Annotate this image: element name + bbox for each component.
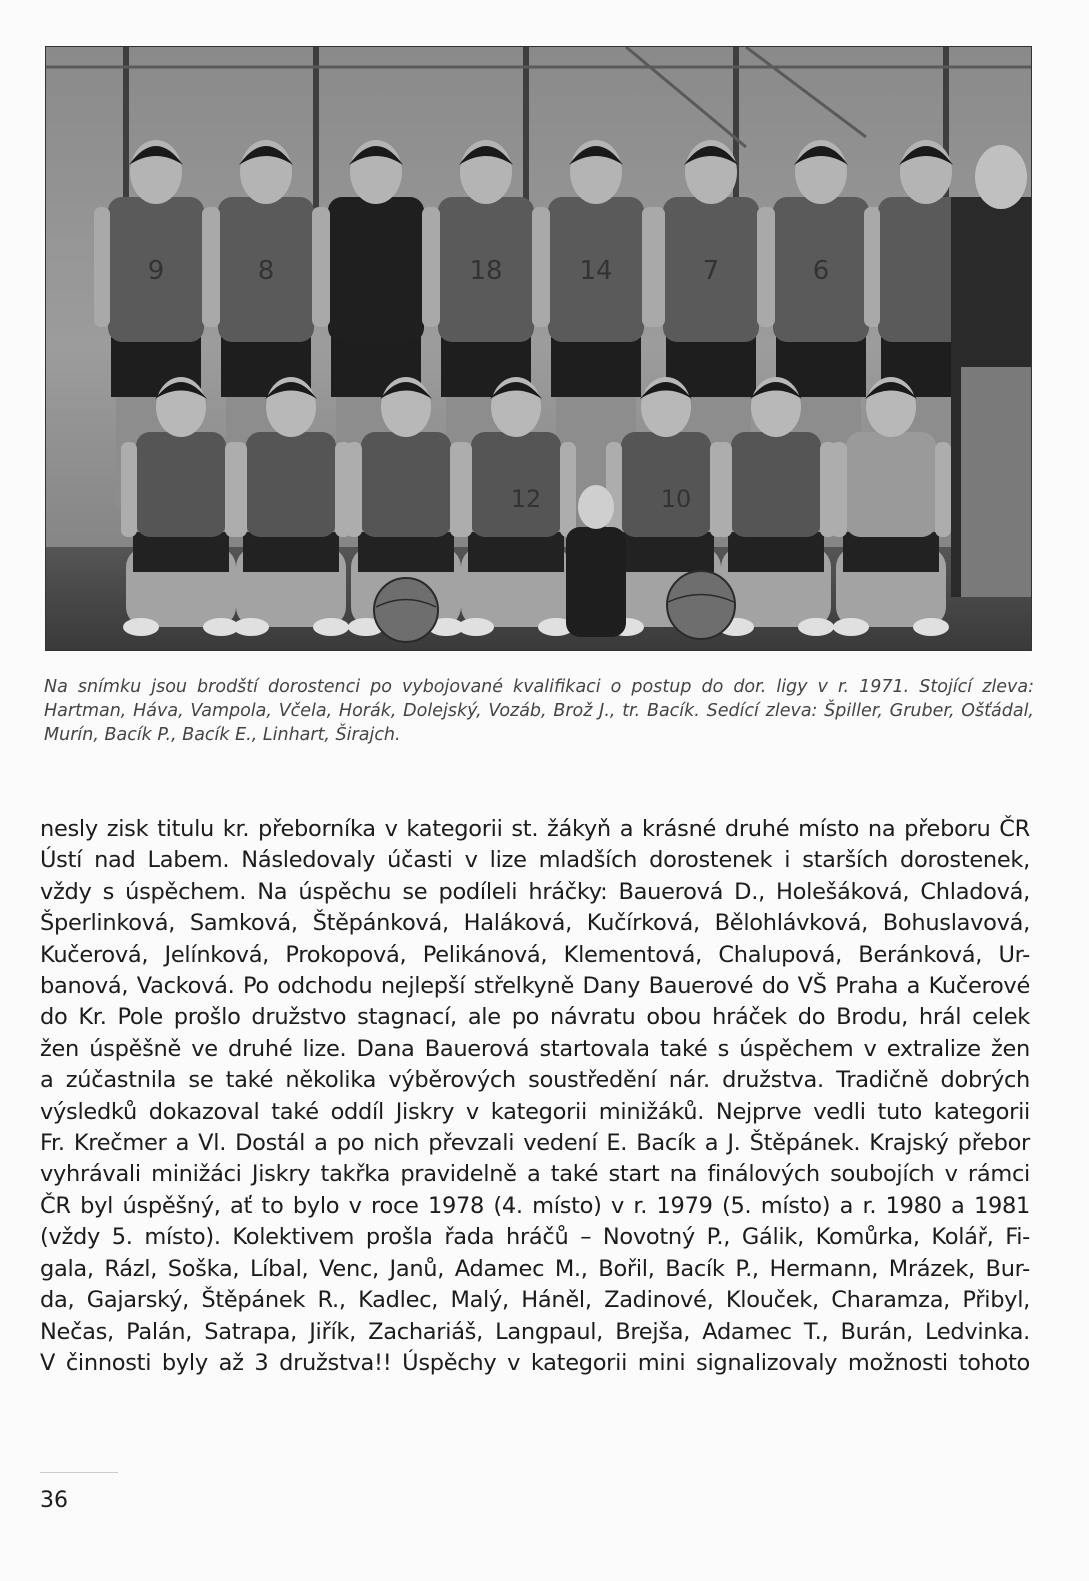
body-line: Šperlinková, Samková, Štěpánková, Haláková, Kučírková, Bělohlávková, Bohuslavová, [40, 910, 1030, 937]
basketball-right [667, 571, 735, 639]
body-line: Ústí nad Labem. Následovaly účasti v lize mladších dorostenek i starších dorostenek, [40, 847, 1030, 874]
body-line: Kučerová, Jelínková, Prokopová, Pelikánová, Klementová, Chalupová, Beránková, Ur- [40, 941, 1030, 968]
body-line: Fr. Krečmer a Vl. Dostál a po nich převzali vedení E. Bacík a J. Štěpánek. Krajský přebor [40, 1130, 1030, 1157]
team-photo-illustration [46, 47, 1031, 650]
body-line: nesly zisk titulu kr. přeborníka v kategorii st. žákyň a krásné druhé místo na přeboru ČR [40, 816, 1030, 842]
body-line: (vždy 5. místo). Kolektivem prošla řada hráčů – Novotný P., Gálik, Komůrka, Kolář, Fi- [40, 1224, 1030, 1251]
team-photograph [45, 46, 1032, 651]
jersey-number: 10 [660, 485, 692, 513]
body-line: výsledků dokazoval také oddíl Jiskry v kategorii minižáků. Nejprve vedli tuto kategorii [40, 1098, 1030, 1125]
body-line: V činnosti byly až 3 družstva!! Úspěchy v kategorii mini signalizovaly možnosti tohoto [40, 1349, 1030, 1376]
body-paragraph [40, 814, 1030, 1379]
body-line: da, Gajarský, Štěpánek R., Kadlec, Malý, Háněl, Zadinové, Klouček, Charamza, Přibyl, [40, 1287, 1030, 1314]
jersey-number: 18 [469, 256, 503, 286]
body-line: a zúčastnila se také několika výběrových soustředění nár. družstva. Tradičně dobrých [40, 1067, 1030, 1094]
jersey-number: 6 [812, 256, 830, 286]
footer-rule [40, 1472, 118, 1473]
coach [951, 145, 1031, 597]
body-line: do Kr. Pole prošlo družstvo stagnací, ale po návratu obou hráček do Brodu, hrál celek [40, 1004, 1030, 1031]
body-line: gala, Rázl, Soška, Líbal, Venc, Janů, Adamec M., Bořil, Bacík P., Hermann, Mrázek, Bur- [40, 1255, 1030, 1282]
jersey-number: 7 [702, 256, 720, 286]
body-line: banová, Vacková. Po odchodu nejlepší střelkyně Dany Bauerové do VŠ Praha a Kučerové [40, 973, 1030, 1000]
jersey-number: 8 [257, 256, 275, 286]
body-line: Nečas, Palán, Satrapa, Jiřík, Zachariáš, Langpaul, Brejša, Adamec T., Burán, Ledvinka. [40, 1318, 1030, 1345]
body-line: vyhrávali minižáci Jiskry takřka pravidelně a také start na finálových soubojích v rámci [40, 1161, 1030, 1188]
jersey-number: 9 [147, 256, 165, 286]
photo-caption: Na snímku jsou brodští dorostenci po vybojované kvalifikaci o postup do dor. ligy v r. 1971. Stojící zleva: Hartman, Háva, Vampola, Včela, Horák, Dolejský, Vozáb, Brož J., tr. Bacík. Sedící zleva: Špiller, Gruber, Ošťádal, Murín, Bacík P., Bacík E., Linhart, Širajch. [44, 677, 1034, 745]
page-number: 36 [40, 1488, 68, 1513]
body-line: ČR byl úspěšný, ať to bylo v roce 1978 (4. místo) v r. 1979 (5. místo) a r. 1980 a 1981 [40, 1192, 1030, 1219]
jersey-number: 14 [579, 256, 613, 286]
jersey-number: 12 [510, 485, 542, 513]
basketball-left [374, 578, 438, 642]
body-line: vždy s úspěchem. Na úspěchu se podíleli hráčky: Bauerová D., Holešáková, Chladová, [40, 878, 1030, 905]
body-line: žen úspěšně ve druhé lize. Dana Bauerová startovala také s úspěchem v extralize žen [40, 1035, 1030, 1062]
